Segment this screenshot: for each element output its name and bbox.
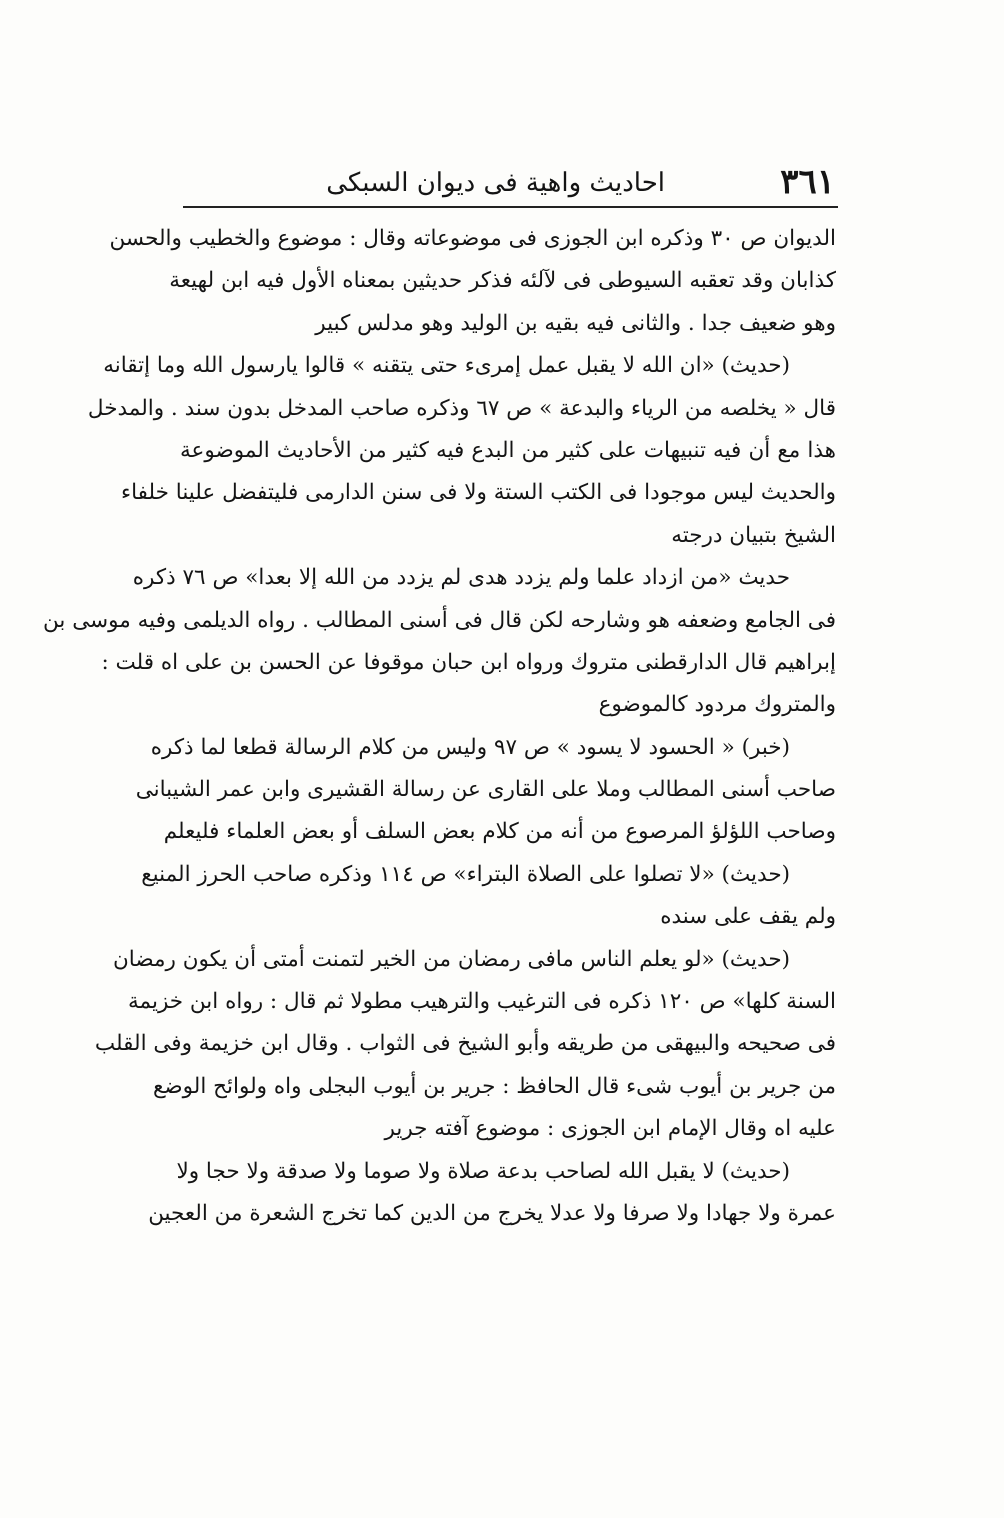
text-line: كذابان وقد تعقبه السيوطى فى لآلئه فذكر حديثين بمعناه الأول فيه ابن لهيعة xyxy=(169,268,836,294)
text-line: ولم يقف على سنده xyxy=(660,904,836,930)
text-line: صاحب أسنى المطالب وملا على القارى عن رسالة القشيرى وابن عمر الشيبانى xyxy=(135,777,836,803)
page-number: ٣٦١ xyxy=(780,162,835,202)
text-line: (حديث) «ان الله لا يقبل عمل إمرىء حتى يتقنه » قالوا يارسول الله وما إتقانه xyxy=(103,353,790,379)
text-line: هذا مع أن فيه تنبيهات على كثير من البدع فيه كثير من الأحاديث الموضوعة xyxy=(180,437,836,463)
text-line: وهو ضعيف جدا . والثانى فيه بقيه بن الوليد وهو مدلس كبير xyxy=(315,310,836,336)
text-line: وصاحب اللؤلؤ المرصوع من أنه من كلام بعض السلف أو بعض العلماء فليعلم xyxy=(163,819,836,845)
text-line: الديوان ص ٣٠ وذكره ابن الجوزى فى موضوعاته وقال : موضوع والخطيب والحسن xyxy=(109,226,836,251)
text-line: (حديث) «لا تصلوا على الصلاة البتراء» ص ١١٤ وذكره صاحب الحرز المنيع xyxy=(141,861,790,887)
text-line: عمرة ولا جهادا ولا صرفا ولا عدلا يخرج من الدين كما تخرج الشعرة من العجين xyxy=(148,1200,836,1226)
text-line: عليه اه وقال الإمام ابن الجوزى : موضوع آفته جرير xyxy=(384,1116,836,1142)
text-line: فى صحيحه والبيهقى من طريقه وأبو الشيخ فى الثواب . وقال ابن خزيمة وفى القلب xyxy=(94,1031,836,1057)
text-line: السنة كلها» ص ١٢٠ ذكره فى الترغيب والترهيب مطولا ثم قال : رواه ابن خزيمة xyxy=(128,989,836,1015)
body-text xyxy=(43,218,836,1235)
text-line: والمتروك مردود كالموضوع xyxy=(598,692,836,718)
text-line: الشيخ بتبيان درجته xyxy=(671,522,836,548)
text-line: (حديث) «لو يعلم الناس مافى رمضان من الخير لتمنت أمتى أن يكون رمضان xyxy=(112,946,790,972)
page-header xyxy=(185,162,835,208)
text-line: حديث «من ازداد علما ولم يزدد هدى لم يزدد من الله إلا بعدا» ص ٧٦ ذكره xyxy=(132,565,790,591)
text-line: (حديث) لا يقبل الله لصاحب بدعة صلاة ولا صوما ولا صدقة ولا حجا ولا xyxy=(176,1158,790,1184)
text-line: فى الجامع وضعفه هو وشارحه لكن قال فى أسنى المطالب . رواه الديلمى وفيه موسى بن xyxy=(43,607,836,633)
text-line: قال « يخلصه من الرياء والبدعة » ص ٦٧ وذكره صاحب المدخل بدون سند . والمدخل xyxy=(87,395,836,421)
text-line: (خبر) « الحسود لا يسود » ص ٩٧ وليس من كلام الرسالة قطعا لما ذكره xyxy=(150,734,790,760)
header-rule xyxy=(183,206,838,208)
text-line: إبراهيم قال الدارقطنى متروك ورواه ابن حبان موقوفا عن الحسن بن على اه قلت : xyxy=(101,649,836,675)
text-line: من جرير بن أيوب شىء قال الحافظ : جرير بن أيوب البجلى واه ولوائح الوضع xyxy=(152,1073,836,1099)
text-line: والحديث ليس موجودا فى الكتب الستة ولا فى سنن الدارمى فليتفضل علينا خلفاء xyxy=(120,480,836,506)
running-title: احاديث واهية فى ديوان السبكى xyxy=(326,168,665,198)
